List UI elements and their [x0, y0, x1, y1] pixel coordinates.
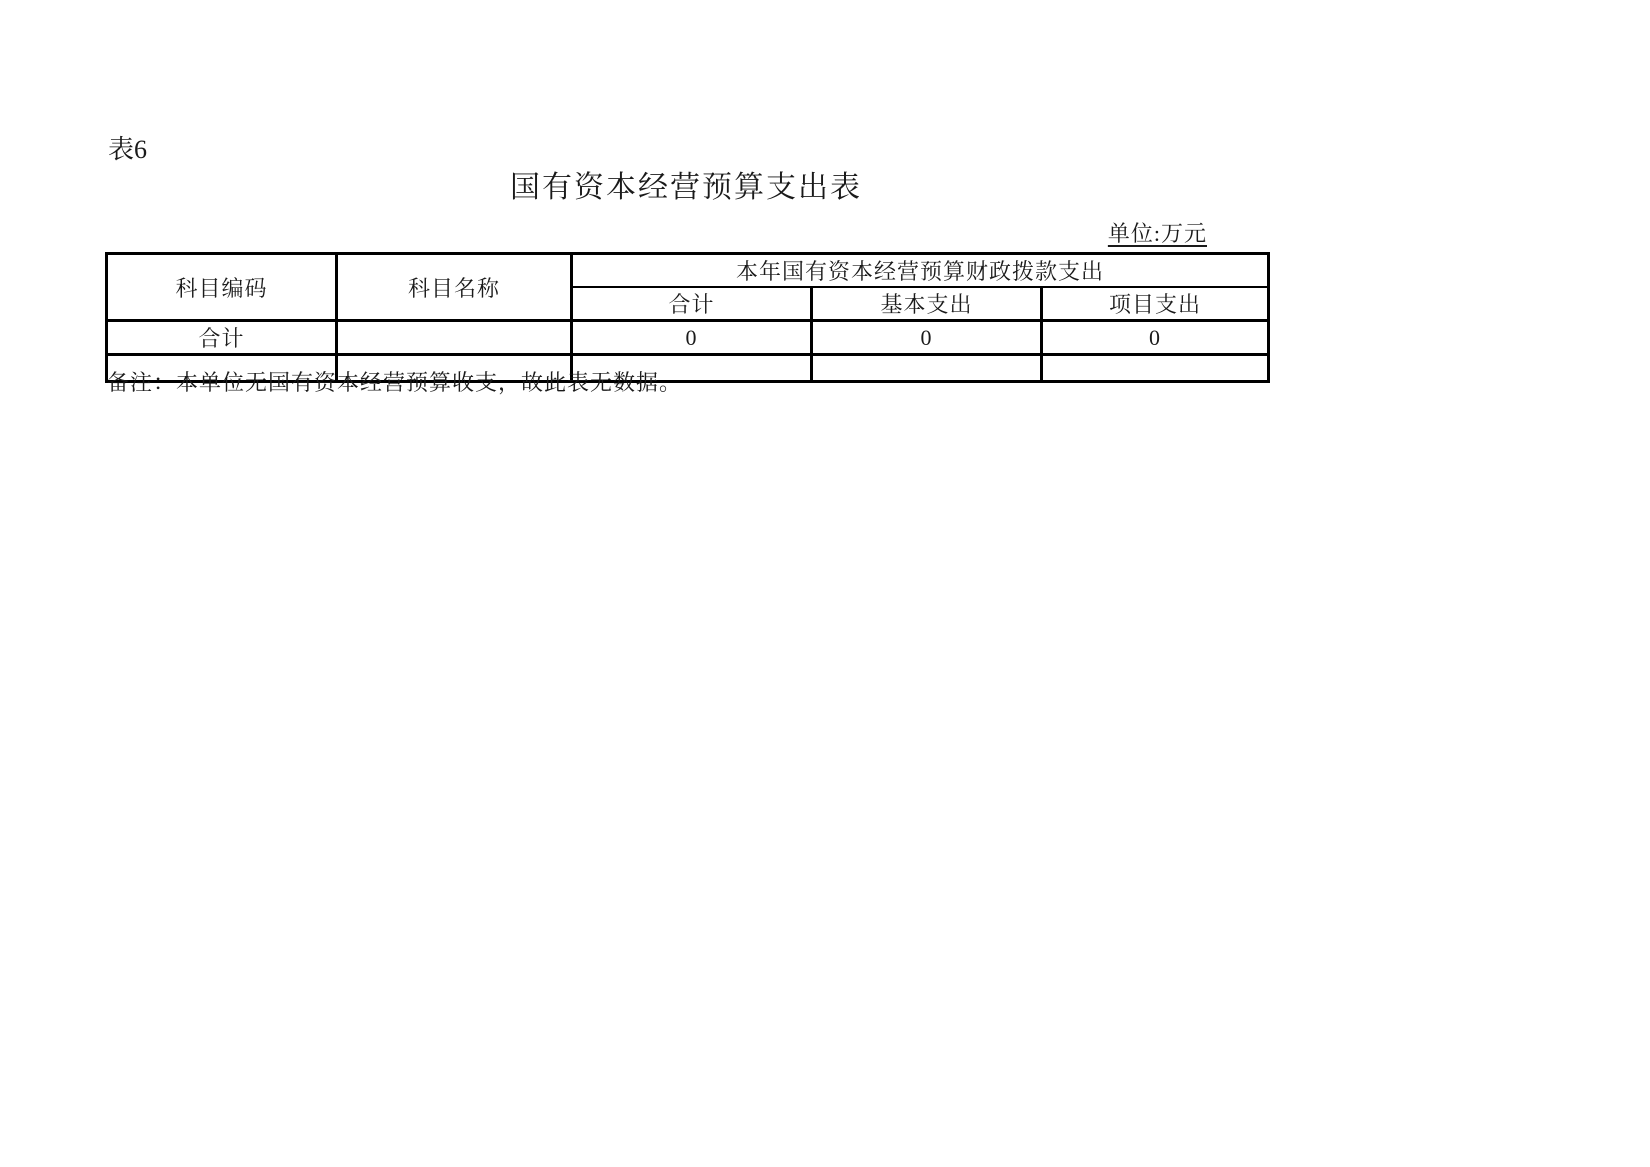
table-row-total — [107, 321, 1269, 355]
header-total: 合计 — [572, 287, 812, 321]
cell-basic — [812, 355, 1042, 382]
table-number-label: 表6 — [108, 135, 148, 164]
page-title: 国有资本经营预算支出表 — [510, 171, 862, 204]
header-subject-name: 科目名称 — [337, 254, 572, 321]
header-row-1 — [107, 254, 1269, 288]
header-project-expenditure: 项目支出 — [1042, 287, 1269, 321]
cell-subject-name — [337, 321, 572, 355]
cell-project — [1042, 355, 1269, 382]
footnote: 备注：本单位无国有资本经营预算收支，故此表无数据。 — [107, 370, 683, 395]
header-basic-expenditure: 基本支出 — [812, 287, 1042, 321]
cell-project: 0 — [1042, 321, 1269, 355]
cell-subject-code: 合计 — [107, 321, 337, 355]
header-group-fiscal-expenditure: 本年国有资本经营预算财政拨款支出 — [572, 254, 1269, 288]
budget-table — [105, 252, 1270, 383]
cell-basic: 0 — [812, 321, 1042, 355]
unit-label: 单位:万元 — [1107, 221, 1207, 246]
header-subject-code: 科目编码 — [107, 254, 337, 321]
cell-total: 0 — [572, 321, 812, 355]
